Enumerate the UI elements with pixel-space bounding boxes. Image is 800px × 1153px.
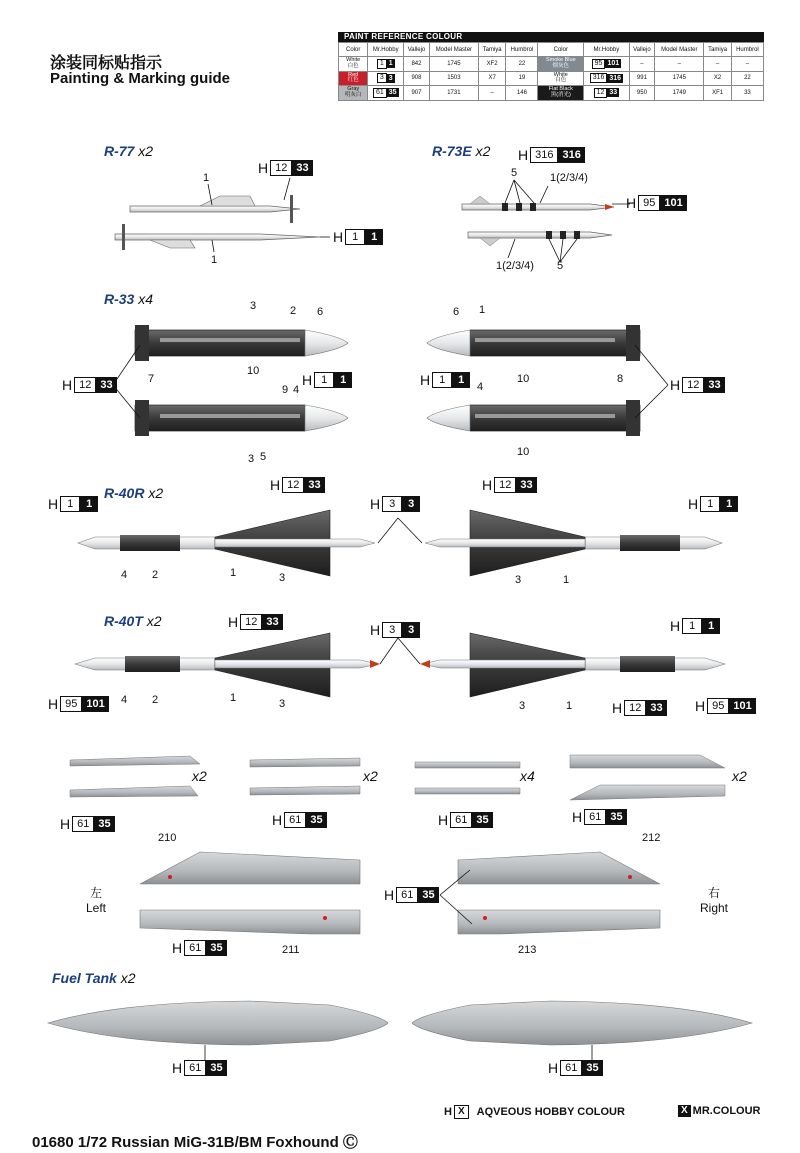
part-number: 4: [293, 384, 300, 396]
color-code-95-101: H 95 101: [695, 698, 756, 714]
color-code-1-1: H 1 1: [48, 496, 98, 512]
color-code-3-3: H 3 3: [370, 496, 420, 512]
color-code-12-33: H 12 33: [228, 614, 283, 630]
part-number: 1: [479, 304, 486, 316]
part-number: 9: [282, 384, 289, 396]
model-master-code: 1745: [429, 57, 478, 72]
col-header: Color: [339, 43, 368, 57]
color-code-1-1: H 1 1: [302, 372, 352, 388]
part-number: 1: [211, 254, 218, 266]
part-number: 1: [566, 700, 573, 712]
tamiya-code: –: [478, 86, 505, 101]
copyright-icon: Ⓒ: [342, 1134, 358, 1151]
color-code-1-1: H 1 1: [333, 229, 383, 245]
pylon-parts-row: [70, 755, 725, 800]
r40t-right: [420, 633, 725, 697]
color-code-3-3: H 3 3: [370, 622, 420, 638]
section-fuel-tank: Fuel Tank x2: [52, 970, 136, 986]
model-master-code: 1503: [429, 71, 478, 86]
vallejo-code: 842: [404, 57, 430, 72]
color-code-61-35: H 61 35: [438, 812, 493, 828]
part-number: 3: [250, 300, 257, 312]
color-swatch-red: Red 红色: [347, 71, 359, 84]
r40r-right: [425, 510, 722, 576]
side-label-left: 左 Left: [86, 886, 107, 915]
tamiya-code: XF1: [704, 86, 731, 101]
r77-missile-top: [130, 195, 300, 223]
legend-aqueous: H X AQVEOUS HOBBY COLOUR: [444, 1106, 625, 1118]
part-number: 1: [230, 692, 237, 704]
mr-hobby-code: 61 35: [373, 88, 399, 98]
part-number: 6: [317, 306, 324, 318]
fuel-tank-left: [48, 1001, 388, 1045]
r73-missile-bottom: [468, 231, 612, 246]
mr-hobby-code: 1 1: [377, 59, 395, 69]
footer-title: 01680 1/72 Russian MiG-31B/BM Foxhound Ⓒ: [32, 1134, 358, 1151]
part-number: 1: [563, 574, 570, 586]
r33-right-bottom: [427, 400, 640, 436]
humbrol-code: 146: [506, 86, 538, 101]
part-number: 7: [148, 373, 155, 385]
part-number: 2: [152, 694, 159, 706]
color-code-95-101: H 95 101: [626, 195, 687, 211]
vallejo-code: 991: [629, 71, 655, 86]
col-header: Mr.Hobby: [584, 43, 629, 57]
color-code-61-35: H 61 35: [172, 940, 227, 956]
title-chinese: 涂装同标贴指示: [50, 53, 163, 72]
color-code-12-33: H 12 33: [258, 160, 313, 176]
part-number: 1(2/3/4): [550, 172, 588, 184]
part-number: 4: [121, 569, 128, 581]
col-header: Vallejo: [629, 43, 655, 57]
tamiya-code: –: [704, 57, 731, 72]
color-code-1-1: H 1 1: [688, 496, 738, 512]
part-number: 3: [279, 572, 286, 584]
tamiya-code: XF2: [478, 57, 505, 72]
part-number: 5: [557, 260, 564, 272]
color-code-61-35: H 61 35: [548, 1060, 603, 1076]
color-swatch-flat-black: Flat Black 黑(消光): [548, 86, 573, 98]
legend-mr-colour: X MR.COLOUR: [678, 1105, 761, 1117]
r33-left-bottom: [135, 400, 348, 436]
color-code-61-35: H 61 35: [272, 812, 327, 828]
vallejo-code: 908: [404, 71, 430, 86]
part-number: 212: [642, 832, 661, 844]
part-number: 211: [282, 944, 300, 956]
humbrol-code: 33: [731, 86, 763, 101]
part-number: 210: [158, 832, 177, 844]
part-number: 4: [477, 381, 484, 393]
color-code-12-33: H 12 33: [270, 477, 325, 493]
part-number: 1: [203, 172, 210, 184]
tamiya-code: X7: [478, 71, 505, 86]
col-header: Model Master: [429, 43, 478, 57]
col-header: Mr.Hobby: [368, 43, 404, 57]
color-code-1-1: H 1 1: [670, 618, 720, 634]
part-number: 1(2/3/4): [496, 260, 534, 272]
r40t-left: [75, 633, 380, 697]
color-code-316-316: H 316 316: [518, 147, 585, 163]
humbrol-code: 22: [731, 71, 763, 86]
r33-left-top: [135, 325, 348, 361]
part-number: 5: [511, 167, 518, 179]
color-code-1-1: H 1 1: [420, 372, 470, 388]
quantity-label: x2: [732, 768, 747, 784]
part-number: 2: [152, 569, 159, 581]
r40r-left: [78, 510, 375, 576]
col-header: Tamiya: [478, 43, 505, 57]
color-code-12-33: H 12 33: [670, 377, 725, 393]
col-header: Model Master: [655, 43, 704, 57]
mr-hobby-code: 12 33: [594, 88, 620, 98]
part-number: 213: [518, 944, 537, 956]
humbrol-code: –: [731, 57, 763, 72]
vallejo-code: 950: [629, 86, 655, 101]
section-r73e: R-73E x2: [432, 143, 491, 159]
color-code-95-101: H 95 101: [48, 696, 109, 712]
col-header: Humbrol: [731, 43, 763, 57]
section-r33: R-33 x4: [104, 291, 154, 307]
part-number: 10: [247, 365, 260, 377]
vallejo-code: 907: [404, 86, 430, 101]
part-number: 3: [279, 698, 286, 710]
col-header: Tamiya: [704, 43, 731, 57]
tamiya-code: X2: [704, 71, 731, 86]
vallejo-code: –: [629, 57, 655, 72]
part-number: 8: [617, 373, 624, 385]
side-label-right: 右 Right: [700, 886, 729, 915]
paint-table-heading: PAINT REFERENCE COLOUR: [338, 32, 764, 42]
fuel-tank-right: [412, 1001, 752, 1045]
part-number: 3: [515, 574, 522, 586]
mr-hobby-code: 95 101: [592, 59, 621, 69]
large-pylon-right: [458, 852, 660, 934]
humbrol-code: 22: [506, 57, 538, 72]
section-r40t: R-40T x2: [104, 613, 162, 629]
model-master-code: –: [655, 57, 704, 72]
col-header: Vallejo: [404, 43, 430, 57]
part-number: 10: [517, 373, 530, 385]
color-swatch-white: White 白色: [553, 71, 568, 84]
part-number: 2: [290, 305, 297, 317]
quantity-label: x2: [363, 768, 378, 784]
r73-missile-top: [462, 196, 614, 211]
humbrol-code: 19: [506, 71, 538, 86]
section-r77: R-77 x2: [104, 143, 154, 159]
color-code-61-35: H 61 35: [572, 809, 627, 825]
part-number: 5: [260, 451, 267, 463]
color-code-61-35: H 61 35: [60, 816, 115, 832]
large-pylon-left: [140, 852, 360, 934]
col-header: Humbrol: [506, 43, 538, 57]
part-number: 3: [519, 700, 526, 712]
r33-right-top: [427, 325, 640, 361]
section-r40r: R-40R x2: [104, 485, 164, 501]
part-number: 1: [230, 567, 237, 579]
part-number: 6: [453, 306, 460, 318]
color-swatch-smoke-blue: Smoke Blue 烟灰色: [545, 57, 576, 69]
color-code-61-35: H 61 35: [384, 887, 439, 903]
color-swatch-white: White 白色: [346, 57, 361, 69]
part-number: 3: [248, 453, 255, 465]
color-swatch-gray: Gray 明灰白: [344, 86, 362, 98]
color-code-61-35: H 61 35: [172, 1060, 227, 1076]
color-code-12-33: H 12 33: [482, 477, 537, 493]
color-code-12-33: H 12 33: [612, 700, 667, 716]
model-master-code: 1745: [655, 71, 704, 86]
mr-hobby-code: 3 3: [377, 73, 395, 83]
part-number: 4: [121, 694, 128, 706]
part-number: 10: [517, 446, 530, 458]
r77-missile-bottom: [115, 224, 320, 250]
quantity-label: x4: [520, 768, 535, 784]
model-master-code: 1749: [655, 86, 704, 101]
model-master-code: 1731: [429, 86, 478, 101]
quantity-label: x2: [192, 768, 207, 784]
mr-hobby-code: 316 316: [590, 73, 623, 83]
color-code-12-33: H 12 33: [62, 377, 117, 393]
col-header: Color: [538, 43, 584, 57]
title-english: Painting & Marking guide: [50, 70, 231, 87]
